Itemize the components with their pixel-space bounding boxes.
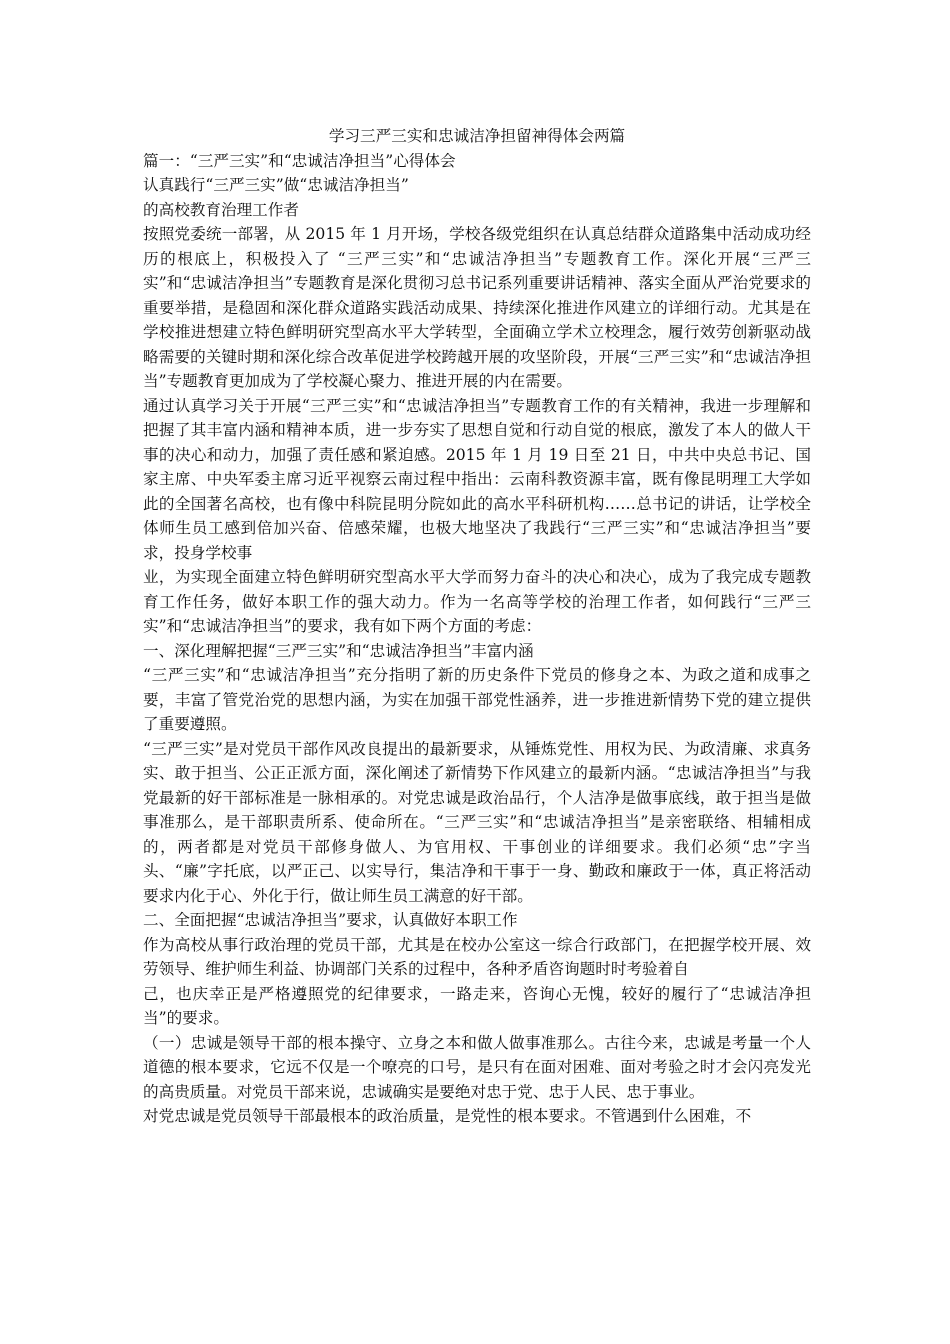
- body-paragraph: 作为高校从事行政治理的党员干部，尤其是在校办公室这一综合行政部门，在把握学校开展、效劳领导、维护师生利益、协调部门关系的过程中，各种矛盾咨询题时时考验着自: [143, 935, 811, 978]
- subsection-heading: 二、全面把握“忠诚洁净担当”要求，认真做好本职工作: [143, 911, 518, 929]
- body-paragraph: “三严三实”是对党员干部作风改良提出的最新要求，从锤炼党性、用权为民、为政清廉、求真务实、敢于担当、公正正派方面，深化阐述了新情势下作风建立的最新内涵。“忠诚洁净担当”与我党最新的好干部标准是一脉相承的。对党忠诚是政治品行，个人洁净是做事底线，敢于担当是做事准那么，是干部职责所系、使命所在。“三严三实”和“忠诚洁净担当”是亲密联络、相辅相成的，两者都是对党员干部修身做人、为官用权、干事创业的详细要求。我们必须“忠”字当头、“廉”字托底，以严正己、以实导行，集洁净和干事于一身、勤政和廉政于一体，真正将活动要求内化于心、外化于行，做让师生员工满意的好干部。: [143, 739, 811, 905]
- body-paragraph: “三严三实”和“忠诚洁净担当”充分指明了新的历史条件下党员的修身之本、为政之道和成事之要，丰富了管党治党的思想内涵，为实在加强干部党性涵养，进一步推进新情势下党的建立提供了重要遵照。: [143, 666, 811, 733]
- body-paragraph: 通过认真学习关于开展“三严三实”和“忠诚洁净担当”专题教育工作的有关精神，我进一步理解和把握了其丰富内涵和精神本质，进一步夯实了思想自觉和行动自觉的根底，激发了本人的做人干事的决心和动力，加强了责任感和紧迫感。2015 年 1 月 19 日至 21 日，中共中央总书记、国家主席、中央军委主席习近平视察云南过程中指出：云南科教资源丰富，既有像昆明理工大学如此的全国著名高校，也有像中科院昆明分院如此的高水平科研机构……总书记的讲话，让学校全体师生员工感到倍加兴奋、倍感荣耀，也极大地坚决了我践行“三严三实”和“忠诚洁净担当”要求，投身学校事: [143, 396, 811, 562]
- body-paragraph: 对党忠诚是党员领导干部最根本的政治质量，是党性的根本要求。不管遇到什么困难，不: [143, 1107, 752, 1125]
- subtitle-line-2: 的高校教育治理工作者: [143, 200, 299, 219]
- subsection-heading: 一、深化理解把握“三严三实”和“忠诚洁净担当”丰富内涵: [143, 641, 534, 660]
- body-paragraph: 按照党委统一部署，从 2015 年 1 月开场，学校各级党组织在认真总结群众道路集中活动成功经历的根底上，积极投入了 “三严三实”和“忠诚洁净担当”专题教育工作。深化开展“三严三实”和“忠诚洁净担当”专题教育是深化贯彻习总书记系列重要讲话精神、落实全面从严治党要求的重要举措，是稳固和深化群众道路实践活动成果、持续深化推进作风建立的详细行动。尤其是在学校推进想建立特色鲜明研究型高水平大学转型，全面确立学术立校理念，履行效劳创新驱动战略需要的关键时期和深化综合改革促进学校跨越开展的攻坚阶段，开展“三严三实”和“忠诚洁净担当”专题教育更加成为了学校凝心聚力、推进开展的内在需要。: [143, 225, 811, 390]
- body-paragraph: 业，为实现全面建立特色鲜明研究型高水平大学而努力奋斗的决心和决心，成为了我完成专题教育工作任务，做好本职工作的强大动力。作为一名高等学校的治理工作者，如何践行“三严三实”和“忠诚洁净担当”的要求，我有如下两个方面的考虑：: [143, 568, 811, 635]
- subtitle-line-1: 认真践行“三严三实”做“忠诚洁净担当”: [143, 176, 409, 194]
- document-title: 学习三严三实和忠诚洁净担留神得体会两篇: [328, 127, 626, 145]
- body-paragraph: 己，也庆幸正是严格遵照党的纪律要求，一路走来，咨询心无愧，较好的履行了“忠诚洁净担当”的要求。: [143, 984, 811, 1027]
- section-heading: 篇一：“三严三实”和“忠诚洁净担当”心得体会: [143, 151, 456, 170]
- body-paragraph: （一）忠诚是领导干部的根本操守、立身之本和做人做事准那么。古往今来，忠诚是考量一个人道德的根本要求，它远不仅是一个嘹亮的口号，是只有在面对困难、面对考验之时才会闪亮发光的高贵质量。对党员干部来说，忠诚确实是要绝对忠于党、忠于人民、忠于事业。: [143, 1033, 811, 1101]
- document-page: [143, 124, 811, 1129]
